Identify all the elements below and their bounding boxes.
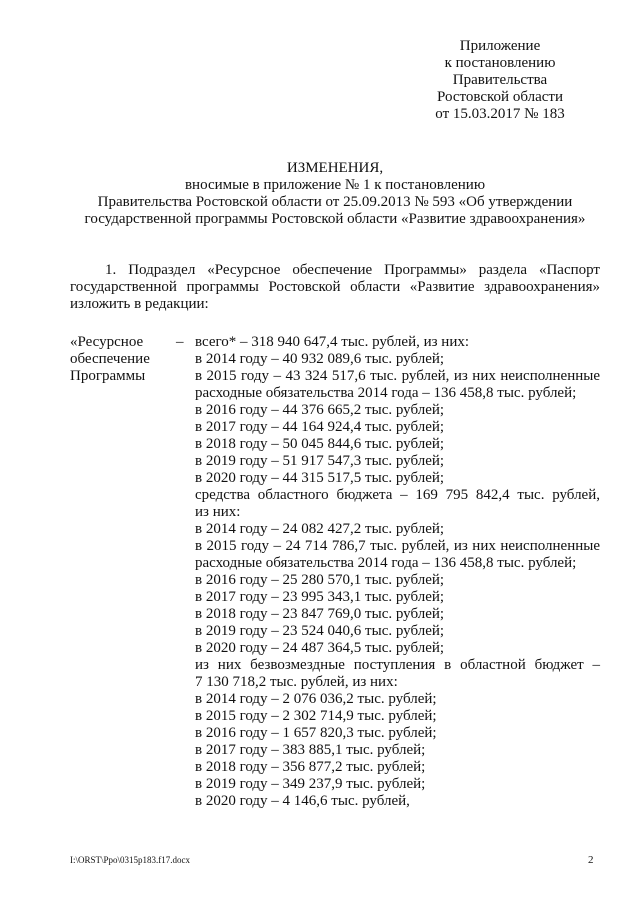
footer-file-path: I:\ORST\Ppo\0315p183.f17.docx: [70, 855, 191, 865]
appendix-line: от 15.03.2017 № 183: [435, 106, 565, 122]
resource-label-line: Программы: [70, 368, 146, 384]
resource-line: в 2014 году – 40 932 089,6 тыс. рублей;: [195, 351, 445, 367]
resource-values: [195, 334, 600, 810]
resource-line: 7 130 718,2 тыс. рублей, из них:: [195, 674, 398, 690]
appendix-line: Ростовской области: [437, 89, 563, 105]
resource-line: в 2020 году – 44 315 517,5 тыс. рублей;: [195, 470, 445, 486]
appendix-line: к постановлению: [444, 55, 556, 71]
resource-line: в 2019 году – 349 237,9 тыс. рублей;: [195, 776, 426, 792]
resource-line: в 2015 году – 24 714 786,7 тыс. рублей, из них неисполненные: [195, 538, 600, 554]
resource-line: в 2020 году – 4 146,6 тыс. рублей,: [195, 793, 410, 809]
title-line: вносимые в приложение № 1 к постановлению: [184, 177, 486, 193]
resource-line: средства областного бюджета – 169 795 842,4 тыс. рублей,: [195, 487, 600, 503]
resource-label-line: обеспечение: [70, 351, 150, 367]
page-number: 2: [588, 854, 594, 866]
resource-line: в 2014 году – 2 076 036,2 тыс. рублей;: [195, 691, 437, 707]
resource-line: расходные обязательства 2014 года – 136 458,8 тыс. рублей;: [195, 385, 577, 401]
document-title: [70, 160, 600, 228]
resource-line: в 2020 году – 24 487 364,5 тыс. рублей;: [195, 640, 445, 656]
paragraph-line: государственной программы Ростовской области «Развитие здравоохранения»: [70, 279, 600, 295]
paragraph-line: изложить в редакции:: [70, 296, 209, 312]
appendix-line: Правительства: [452, 72, 548, 88]
intro-paragraph: [70, 262, 600, 313]
resource-label-line: «Ресурсное: [70, 334, 144, 350]
resource-line: в 2016 году – 44 376 665,2 тыс. рублей;: [195, 402, 445, 418]
resource-line: в 2018 году – 356 877,2 тыс. рублей;: [195, 759, 426, 775]
resource-line: в 2018 году – 23 847 769,0 тыс. рублей;: [195, 606, 445, 622]
resource-line: в 2017 году – 44 164 924,4 тыс. рублей;: [195, 419, 445, 435]
title-line: государственной программы Ростовской области «Развитие здравоохранения»: [84, 211, 586, 227]
resource-line: в 2015 году – 43 324 517,6 тыс. рублей, из них неисполненные: [195, 368, 600, 384]
resource-dash: –: [176, 334, 184, 350]
resource-line: в 2019 году – 51 917 547,3 тыс. рублей;: [195, 453, 445, 469]
resource-line: в 2019 году – 23 524 040,6 тыс. рублей;: [195, 623, 445, 639]
paragraph-line: 1. Подраздел «Ресурсное обеспечение Программы» раздела «Паспорт: [105, 262, 600, 278]
resource-line: расходные обязательства 2014 года – 136 458,8 тыс. рублей;: [195, 555, 577, 571]
resource-line: в 2015 году – 2 302 714,9 тыс. рублей;: [195, 708, 437, 724]
resource-line: в 2017 году – 23 995 343,1 тыс. рублей;: [195, 589, 445, 605]
appendix-line: Приложение: [459, 38, 541, 54]
resource-label: [70, 334, 180, 385]
resource-line: в 2016 году – 25 280 570,1 тыс. рублей;: [195, 572, 445, 588]
title-line: Правительства Ростовской области от 25.09.2013 № 593 «Об утверждении: [97, 194, 573, 210]
resource-line: из них безвозмездные поступления в областной бюджет –: [195, 657, 600, 673]
resource-line: в 2014 году – 24 082 427,2 тыс. рублей;: [195, 521, 445, 537]
title-heading: ИЗМЕНЕНИЯ,: [286, 160, 384, 176]
resource-line: в 2017 году – 383 885,1 тыс. рублей;: [195, 742, 426, 758]
resource-line: из них:: [195, 504, 241, 520]
resource-line: в 2018 году – 50 045 844,6 тыс. рублей;: [195, 436, 445, 452]
appendix-header: [430, 38, 570, 123]
resource-line: в 2016 году – 1 657 820,3 тыс. рублей;: [195, 725, 437, 741]
resource-line: всего* – 318 940 647,4 тыс. рублей, из них:: [195, 334, 470, 350]
